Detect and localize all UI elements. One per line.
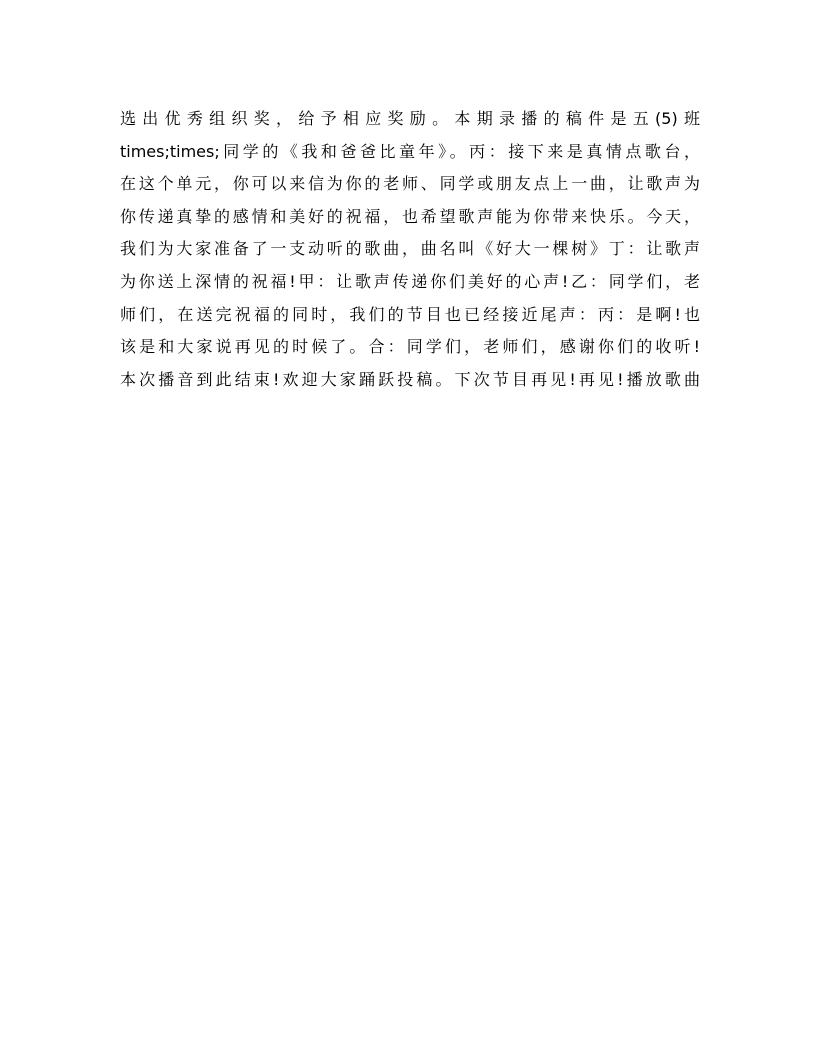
body-text — [120, 103, 700, 396]
text-line: times;times;同学的《我和爸爸比童年》。丙：接下来是真情点歌台， — [120, 141, 700, 161]
text-line: 师们，在送完祝福的同时，我们的节目也已经接近尾声：丙：是啊!也 — [120, 304, 700, 324]
text-line: 本次播音到此结束!欢迎大家踊跃投稿。下次节目再见!再见!播放歌曲 — [120, 369, 700, 389]
text-line: 我们为大家准备了一支动听的歌曲，曲名叫《好大一棵树》丁：让歌声 — [120, 239, 700, 259]
text-line: 你传递真挚的感情和美好的祝福，也希望歌声能为你带来快乐。今天， — [120, 206, 700, 226]
text-line: 为你送上深情的祝福!甲：让歌声传递你们美好的心声!乙：同学们，老 — [120, 271, 700, 291]
text-line: 该是和大家说再见的时候了。合：同学们，老师们，感谢你们的收听! — [120, 337, 700, 357]
text-line: 在这个单元，你可以来信为你的老师、同学或朋友点上一曲，让歌声为 — [120, 174, 700, 194]
text-line: 选出优秀组织奖，给予相应奖励。本期录播的稿件是五(5)班 — [120, 109, 700, 128]
